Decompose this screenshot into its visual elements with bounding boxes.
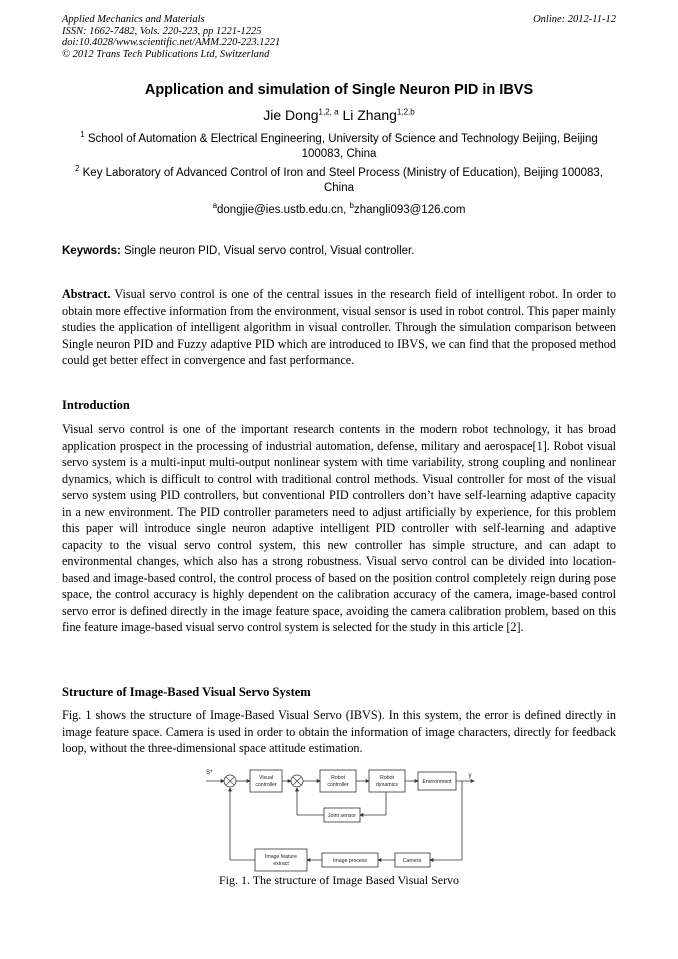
structure-paragraph: Fig. 1 shows the structure of Image-Based Visual Servo (IBVS). In this system, the error is defined directly in image feature space. Camera is used in order to obtain the information of image characters, directly for feedback loop, without the three-dimensional space attitude estimation. — [62, 708, 616, 755]
abstract-label: Abstract. — [62, 287, 111, 301]
affiliation-1 — [62, 132, 616, 162]
robot-dynamics-label: Robot — [380, 775, 394, 781]
journal-name: Applied Mechanics and Materials — [62, 14, 205, 25]
affiliation-number: 2 — [74, 164, 80, 174]
affiliation-number: 1 — [80, 130, 85, 140]
email-superscript: b — [349, 201, 354, 211]
visual-controller-block — [250, 770, 282, 792]
section-heading-introduction: Introduction — [62, 398, 130, 412]
affiliation-text: Key Laboratory of Advanced Control of Iron and Steel Process (Ministry of Education), Beijing 100083, China — [82, 167, 603, 194]
keywords-text: Single neuron PID, Visual servo control, Visual controller. — [124, 245, 415, 257]
doi-line: doi:10.4028/www.scientific.net/AMM.220-223.1221 — [62, 37, 281, 48]
journal-header — [62, 14, 616, 60]
robot-controller-block — [320, 770, 356, 792]
ibvs-block-diagram — [200, 762, 480, 874]
section-heading-structure: Structure of Image-Based Visual Servo System — [62, 685, 311, 699]
abstract — [62, 286, 616, 369]
keywords-label: Keywords: — [62, 245, 121, 257]
image-process-label: Image process — [332, 858, 368, 864]
affiliation-2 — [62, 166, 616, 196]
image-feature-extract-label: extract — [273, 861, 289, 867]
email-address[interactable]: zhangli093@126.com — [354, 204, 466, 216]
email-superscript: a — [212, 201, 218, 211]
author-name: Li Zhang — [342, 107, 397, 123]
author-superscript: 1,2,b — [396, 107, 415, 117]
robot-dynamics-block — [369, 770, 405, 792]
visual-controller-label: Visual — [258, 775, 274, 781]
paper-title: Application and simulation of Single Neuron PID in IBVS — [144, 82, 534, 98]
visual-controller-label: controller — [255, 782, 277, 788]
email-address[interactable]: dongjie@ies.ustb.edu.cn, — [217, 204, 347, 216]
affiliation-text: School of Automation & Electrical Engineering, University of Science and Technology Beijing, Beijing 100083, China — [87, 133, 598, 160]
environment-label: Environment — [422, 779, 452, 785]
joint-sensor-label: Joint sensor — [328, 813, 356, 819]
copyright-line: © 2012 Trans Tech Publications Ltd, Switzerland — [62, 48, 270, 60]
keywords — [62, 245, 616, 257]
email-line — [62, 201, 616, 216]
image-feature-extract-label: Image feature — [264, 854, 298, 860]
robot-controller-label: controller — [327, 782, 349, 788]
author-line — [62, 107, 616, 123]
online-date: Online: 2012-11-12 — [533, 14, 616, 25]
author-superscript: 1,2, a — [318, 107, 339, 117]
image-feature-extract-block — [255, 849, 307, 871]
robot-controller-label: Robot — [331, 775, 345, 781]
robot-dynamics-label: dynamics — [376, 782, 398, 788]
reference-input-label: S* — [206, 770, 213, 776]
author-name: Jie Dong — [263, 107, 319, 123]
abstract-text: Visual servo control is one of the central issues in the research field of intelligent robot. In order to obtain more effective information from the environment, visual sensor is used in robot control. This paper mainly studies the application of intelligent algorithm in visual controller. Through the simulation comparison between Single neuron PID and Fuzzy adaptive PID which are introduced to IBVS, we can find that the proposed method could get better effect in convergence and fast performance. — [62, 287, 616, 367]
issn-line: ISSN: 1662-7482, Vols. 220-223, pp 1221-1225 — [62, 25, 262, 37]
introduction-paragraph: Visual servo control is one of the important research contents in the modern robot technology, it has broad application prospect in the processing of industrial automation, defense, military and aerospace[1]. Robot visual servo system is a multi-input multi-output nonlinear system with time variability, strong coupling and nonlinear dynamics, which is difficult to control with traditional control methods. Visual controller for most of the visual servo system using PID controllers, but conventional PID controllers don’t have self-learning adaptive capacity in a new environment. The PID controller parameters need to adjust artificially by experience, for this problem this paper will introduce single neuron adaptive intelligent PID controller with self-learning and adaptive capacity to the visual servo control system, this new controller has simple structure, and can adapt to environmental changes, which also has a strong robustness. Visual servo control can be divided into location-based and image-based control, the control process of based on the position control completely reign during pose space, the control accuracy is highly dependent on the calibration accuracy of the camera, image-based control servo error is defined directly in the image feature space, avoiding the camera calibration problem, based on this fine feature image-based visual servo control system is selected for the study in this article [2]. — [62, 422, 616, 634]
output-label: y — [468, 773, 472, 779]
figure-caption: Fig. 1. The structure of Image Based Visual Servo — [218, 873, 460, 887]
camera-label: Camera — [402, 858, 422, 864]
